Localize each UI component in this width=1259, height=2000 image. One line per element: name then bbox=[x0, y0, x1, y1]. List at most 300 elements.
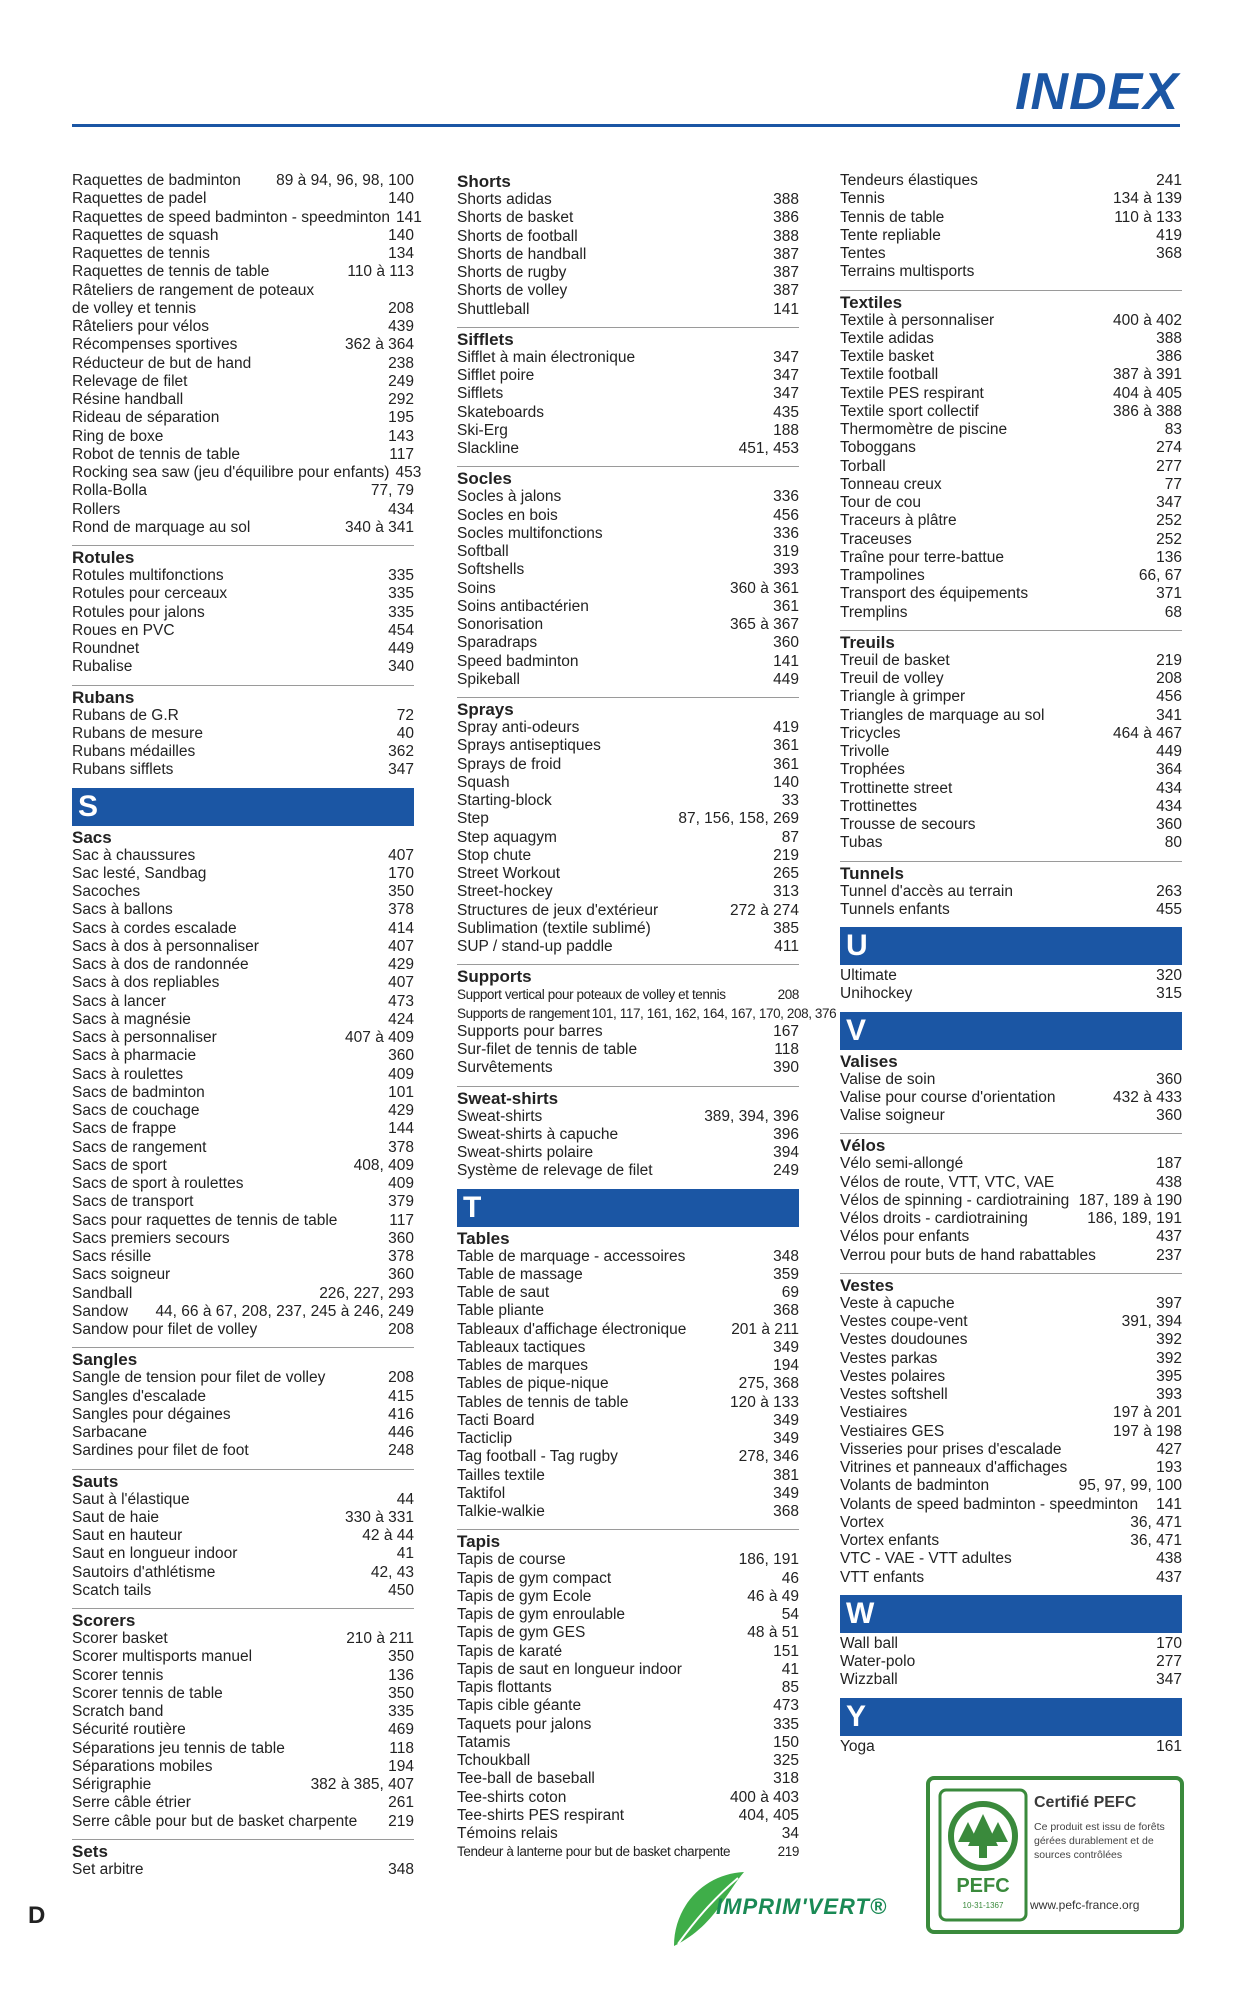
index-entry-label: Tapis flottants bbox=[457, 1679, 552, 1696]
index-category-heading: Shorts bbox=[457, 172, 511, 191]
index-entry-page: 365 à 367 bbox=[730, 616, 799, 633]
index-entry bbox=[840, 604, 1182, 622]
index-entry-page: 188 bbox=[773, 421, 799, 439]
index-entry bbox=[72, 391, 414, 409]
index-entry-label: Raquettes de tennis bbox=[72, 245, 210, 262]
index-entry-page: 347 bbox=[773, 348, 799, 366]
index-entry-page: 41 bbox=[396, 1545, 414, 1563]
index-entry bbox=[457, 1679, 799, 1697]
index-entry-page: 391, 394 bbox=[1121, 1313, 1182, 1330]
index-entry-page: 150 bbox=[773, 1733, 799, 1751]
index-entry-label: Séparations jeu tennis de table bbox=[72, 1739, 285, 1757]
index-entry-label: Tchoukball bbox=[457, 1752, 531, 1769]
index-entry-page: 349 bbox=[773, 1338, 799, 1356]
index-entry-label: Scratch band bbox=[72, 1703, 164, 1720]
index-entry-label: Vélos de spinning - cardiotraining bbox=[840, 1191, 1070, 1209]
index-entry-page: 237 bbox=[1156, 1246, 1182, 1264]
index-entry-label: Tendeurs élastiques bbox=[840, 172, 978, 189]
index-entry-label: Textile basket bbox=[840, 348, 934, 365]
index-entry-label: Volants de speed badminton - speedminton bbox=[840, 1495, 1139, 1513]
pefc-tree-icon bbox=[938, 1788, 1028, 1922]
index-entry bbox=[840, 1155, 1182, 1173]
index-entry bbox=[72, 1564, 414, 1582]
index-entry-label: Table de saut bbox=[457, 1284, 550, 1301]
index-entry bbox=[457, 1624, 799, 1642]
index-entry-page: 411 bbox=[774, 938, 799, 955]
index-entry-page: 379 bbox=[388, 1193, 414, 1211]
index-entry bbox=[840, 707, 1182, 725]
pefc-description: Ce produit est issu de forêts gérées durablement et de sources contrôlées bbox=[1034, 1821, 1165, 1861]
index-entry-page: 118 bbox=[774, 1041, 799, 1058]
index-entry-page: 265 bbox=[773, 865, 799, 882]
index-entry-page: 315 bbox=[1156, 985, 1182, 1003]
index-entry-page: 186, 191 bbox=[738, 1551, 799, 1569]
index-entry-label: Wizzball bbox=[840, 1671, 898, 1689]
index-entry-label: Râteliers pour vélos bbox=[72, 318, 209, 335]
index-category-heading: Sangles bbox=[72, 1347, 414, 1369]
index-entry-page: 208 bbox=[777, 987, 799, 1003]
index-entry-page: 325 bbox=[773, 1752, 799, 1769]
index-entry bbox=[840, 1331, 1182, 1349]
index-entry-label: Sacs de frappe bbox=[72, 1120, 177, 1138]
index-entry-page: 238 bbox=[388, 354, 414, 372]
index-entry-label: Sangles pour dégaines bbox=[72, 1405, 231, 1423]
index-entry-label: Sacs premiers secours bbox=[72, 1229, 230, 1247]
index-category-heading: Sprays bbox=[457, 697, 799, 719]
index-entry bbox=[72, 1266, 414, 1284]
index-entry bbox=[457, 1503, 799, 1521]
index-entry-label: Speed badminton bbox=[457, 652, 579, 670]
index-entry-label: Vortex enfants bbox=[840, 1532, 940, 1549]
index-entry bbox=[840, 1550, 1182, 1568]
index-entry-page: 210 à 211 bbox=[346, 1630, 414, 1647]
index-entry-label: Table pliante bbox=[457, 1302, 545, 1320]
index-entry-page: 393 bbox=[773, 561, 799, 579]
index-category-heading: Socles bbox=[457, 466, 799, 488]
index-column-3 bbox=[840, 172, 1182, 1756]
index-entry-page: 434 bbox=[1156, 797, 1182, 815]
index-entry bbox=[72, 567, 414, 585]
index-entry-page: 386 bbox=[773, 209, 799, 227]
index-entry bbox=[840, 403, 1182, 421]
index-entry bbox=[840, 1496, 1182, 1514]
index-entry-label: Valise pour course d'orientation bbox=[840, 1088, 1056, 1106]
index-entry bbox=[840, 1089, 1182, 1107]
index-entry-label: Sacs à lancer bbox=[72, 992, 166, 1010]
index-entry-label: Sacs à pharmacie bbox=[72, 1047, 197, 1065]
index-entry-page: 141 bbox=[1156, 1495, 1182, 1513]
index-entry-label: Soins bbox=[457, 579, 496, 597]
index-entry-page: 117 bbox=[389, 445, 414, 463]
index-entry bbox=[457, 653, 799, 671]
index-entry bbox=[457, 756, 799, 774]
index-entry-label: Support vertical pour poteaux de volley et tennis bbox=[457, 987, 726, 1003]
index-entry-page: 40 bbox=[396, 724, 414, 742]
index-entry-label: Torball bbox=[840, 457, 886, 475]
index-entry bbox=[72, 1527, 414, 1545]
index-entry-page: 161 bbox=[1156, 1737, 1182, 1755]
index-entry-page: 364 bbox=[1156, 761, 1182, 779]
index-entry-label: Tableaux tactiques bbox=[457, 1338, 586, 1356]
index-entry bbox=[457, 228, 799, 246]
index-entry-page: 194 bbox=[773, 1357, 799, 1374]
index-entry-page: 319 bbox=[773, 543, 799, 560]
index-entry-page: 335 bbox=[388, 567, 414, 584]
index-entry-label: Tremplins bbox=[840, 603, 908, 621]
index-entry bbox=[840, 985, 1182, 1003]
index-entry bbox=[457, 404, 799, 422]
index-entry-label: Socles multifonctions bbox=[457, 524, 603, 542]
index-entry-page: 437 bbox=[1156, 1568, 1182, 1586]
index-entry-page: 167 bbox=[773, 1022, 799, 1040]
index-entry-label: Water-polo bbox=[840, 1653, 916, 1670]
index-entry-label: Sublimation (textile sublimé) bbox=[457, 919, 651, 937]
index-entry-label: Sacs à dos à personnaliser bbox=[72, 937, 259, 955]
index-entry bbox=[72, 1285, 414, 1303]
index-entry-label: Sweat-shirts bbox=[457, 1107, 543, 1125]
index-entry bbox=[72, 1740, 414, 1758]
index-entry bbox=[840, 652, 1182, 670]
index-entry bbox=[840, 227, 1182, 245]
index-entry-page: 350 bbox=[388, 1684, 414, 1702]
index-entry bbox=[72, 1509, 414, 1527]
index-entry-label: Tapis de course bbox=[457, 1551, 566, 1569]
index-entry-page: 44, 66 à 67, 208, 237, 245 à 246, 249 bbox=[155, 1302, 414, 1320]
index-entry-page: 390 bbox=[773, 1059, 799, 1077]
index-category-heading: Rubans bbox=[72, 685, 414, 707]
index-entry-label: Sacs à dos de randonnée bbox=[72, 956, 249, 973]
index-entry-label: Textile sport collectif bbox=[840, 402, 979, 420]
index-entry bbox=[72, 1406, 414, 1424]
index-entry-page: 272 à 274 bbox=[730, 901, 799, 919]
index-entry-label: Treuil de volley bbox=[840, 670, 944, 687]
index-entry-label: de volley et tennis bbox=[72, 299, 197, 317]
index-entry bbox=[72, 847, 414, 865]
index-entry-page: 396 bbox=[773, 1125, 799, 1143]
index-entry-page: 219 bbox=[1156, 651, 1182, 669]
index-entry-label: Sweat-shirts à capuche bbox=[457, 1125, 619, 1143]
index-entry-label: Tapis de gym enroulable bbox=[457, 1606, 626, 1623]
index-entry bbox=[72, 1776, 414, 1794]
index-entry-page: 473 bbox=[773, 1697, 799, 1715]
index-entry-page: 464 à 467 bbox=[1113, 724, 1182, 742]
index-entry-label: Sacs à roulettes bbox=[72, 1065, 184, 1083]
index-entry bbox=[840, 834, 1182, 852]
index-entry bbox=[840, 798, 1182, 816]
index-entry-label: Sac lesté, Sandbag bbox=[72, 864, 207, 882]
index-entry-label: Sacs de sport bbox=[72, 1156, 167, 1174]
index-entry-label: Visseries pour prises d'escalade bbox=[840, 1440, 1062, 1458]
index-entry-page: 450 bbox=[388, 1581, 414, 1599]
index-entry-label: Slackline bbox=[457, 440, 520, 457]
index-entry bbox=[72, 1248, 414, 1266]
index-entry-page: 101 bbox=[388, 1083, 414, 1101]
index-entry-page: 80 bbox=[1164, 834, 1182, 852]
letter-section-header: V bbox=[840, 1012, 1182, 1050]
index-entry bbox=[72, 1029, 414, 1047]
index-entry-label: Soins antibactérien bbox=[457, 597, 589, 615]
index-entry bbox=[840, 743, 1182, 761]
index-entry-page: 362 à 364 bbox=[345, 336, 414, 354]
index-entry-page: 36, 471 bbox=[1130, 1513, 1182, 1531]
index-entry bbox=[840, 439, 1182, 457]
index-entry bbox=[840, 1459, 1182, 1477]
index-entry-label: Trousse de secours bbox=[840, 816, 976, 833]
index-entry bbox=[457, 1643, 799, 1661]
index-entry bbox=[457, 1357, 799, 1375]
index-entry-page: 408, 409 bbox=[353, 1156, 414, 1174]
index-entry-page: 388 bbox=[773, 227, 799, 245]
index-entry bbox=[457, 1248, 799, 1266]
index-entry-page: 397 bbox=[1156, 1294, 1182, 1312]
index-entry bbox=[840, 348, 1182, 366]
index-entry bbox=[840, 1313, 1182, 1331]
index-entry-page: 195 bbox=[388, 409, 414, 427]
index-entry-page: 85 bbox=[781, 1679, 799, 1696]
index-entry bbox=[72, 1388, 414, 1406]
index-entry-page: 362 bbox=[388, 743, 414, 760]
index-entry-label: Trottinette street bbox=[840, 779, 953, 797]
index-entry-label: Serre câble étrier bbox=[72, 1794, 191, 1812]
index-entry-label: Vélos de route, VTT, VTC, VAE bbox=[840, 1173, 1055, 1191]
index-entry-label: Sacs pour raquettes de tennis de table bbox=[72, 1211, 338, 1229]
index-entry-label: Tables de pique-nique bbox=[457, 1375, 609, 1393]
index-entry-page: 33 bbox=[781, 792, 799, 809]
index-entry bbox=[840, 1107, 1182, 1125]
index-entry-page: 386 à 388 bbox=[1113, 402, 1182, 420]
index-entry-page: 437 bbox=[1156, 1228, 1182, 1246]
index-entry-page: 140 bbox=[388, 190, 414, 208]
index-entry bbox=[72, 1212, 414, 1230]
index-entry bbox=[72, 336, 414, 354]
index-entry bbox=[457, 209, 799, 227]
index-entry bbox=[457, 1284, 799, 1302]
index-entry bbox=[72, 263, 414, 281]
index-category-heading: Vélos bbox=[840, 1133, 1182, 1155]
index-entry-page: 252 bbox=[1156, 512, 1182, 530]
index-entry-page: 72 bbox=[396, 706, 414, 724]
index-entry-label: Tacticlip bbox=[457, 1430, 513, 1447]
index-entry bbox=[72, 1442, 414, 1460]
index-entry-label: Skateboards bbox=[457, 403, 545, 421]
index-entry bbox=[840, 190, 1182, 208]
index-entry-label: Vestes doudounes bbox=[840, 1331, 968, 1349]
index-entry-page: 400 à 403 bbox=[730, 1788, 799, 1806]
index-entry-page: 438 bbox=[1156, 1173, 1182, 1191]
index-entry bbox=[72, 1303, 414, 1321]
index-entry-label: Rubans de mesure bbox=[72, 724, 203, 742]
index-entry-label: Shorts adidas bbox=[457, 191, 552, 208]
index-entry-page: 151 bbox=[773, 1642, 799, 1660]
index-entry-label: Serre câble pour but de basket charpente bbox=[72, 1812, 358, 1830]
pefc-certification-box bbox=[926, 1776, 1184, 1934]
index-entry-label: Scorer basket bbox=[72, 1630, 168, 1647]
index-entry bbox=[840, 1635, 1182, 1653]
index-entry-label: Rocking sea saw (jeu d'équilibre pour enfants) bbox=[72, 464, 390, 481]
index-entry bbox=[840, 549, 1182, 567]
index-entry-page: 89 à 94, 96, 98, 100 bbox=[276, 172, 414, 189]
index-entry-label: Taquets pour jalons bbox=[457, 1715, 592, 1733]
index-entry bbox=[457, 1041, 799, 1059]
index-entry-label: Rideau de séparation bbox=[72, 409, 220, 427]
index-entry bbox=[457, 1302, 799, 1320]
index-entry-page: 389, 394, 396 bbox=[704, 1107, 799, 1125]
index-entry-page: 388 bbox=[1156, 329, 1182, 347]
index-entry-page: 387 bbox=[773, 245, 799, 263]
index-entry bbox=[72, 227, 414, 245]
index-column-1 bbox=[72, 172, 422, 1879]
index-entry-page: 439 bbox=[388, 318, 414, 335]
index-entry-page: 46 bbox=[781, 1569, 799, 1587]
index-category-heading: Supports bbox=[457, 964, 799, 986]
index-entry bbox=[72, 1861, 414, 1879]
index-entry-page: 400 à 402 bbox=[1113, 311, 1182, 329]
index-entry-label: Raquettes de badminton bbox=[72, 172, 241, 189]
index-entry bbox=[72, 355, 414, 373]
index-entry bbox=[457, 938, 799, 956]
index-entry bbox=[457, 385, 799, 403]
index-entry-label: Rond de marquage au sol bbox=[72, 518, 251, 536]
index-entry-page: 451, 453 bbox=[738, 440, 799, 457]
index-entry-label: Sprays de froid bbox=[457, 755, 562, 773]
index-entry-page: 136 bbox=[388, 1666, 414, 1684]
index-entry-page: 226, 227, 293 bbox=[319, 1284, 414, 1302]
index-entry-label: Vélo semi-allongé bbox=[840, 1155, 964, 1173]
index-entry-page: 320 bbox=[1156, 967, 1182, 984]
index-entry bbox=[840, 1350, 1182, 1368]
index-entry bbox=[72, 1175, 414, 1193]
index-entry-page: 83 bbox=[1164, 421, 1182, 438]
index-entry-page: 347 bbox=[388, 761, 414, 779]
letter-section-header: Y bbox=[840, 1698, 1182, 1736]
index-entry bbox=[457, 1570, 799, 1588]
index-entry-label: Veste à capuche bbox=[840, 1294, 955, 1312]
index-entry-label: Spikeball bbox=[457, 670, 520, 688]
index-entry-page: 368 bbox=[773, 1302, 799, 1320]
index-entry-page: 368 bbox=[773, 1503, 799, 1520]
index-category-heading: Tunnels bbox=[840, 861, 1182, 883]
index-entry bbox=[72, 501, 414, 519]
index-entry-label: Trivolle bbox=[840, 743, 890, 760]
index-entry-page: 335 bbox=[773, 1715, 799, 1733]
index-entry bbox=[72, 172, 414, 190]
index-entry-page: 392 bbox=[1156, 1349, 1182, 1367]
index-entry bbox=[457, 1807, 799, 1825]
index-entry bbox=[840, 1228, 1182, 1246]
index-entry-label: Rubans sifflets bbox=[72, 761, 174, 779]
index-entry bbox=[72, 300, 414, 318]
index-entry-page: 456 bbox=[773, 506, 799, 524]
index-entry bbox=[840, 531, 1182, 549]
index-entry bbox=[72, 1813, 414, 1831]
index-entry-page: 141 bbox=[773, 300, 799, 318]
index-entry-label: Sifflets bbox=[457, 385, 504, 403]
index-entry-label: Sandball bbox=[72, 1284, 133, 1302]
index-category-heading: Rotules bbox=[72, 545, 414, 567]
index-entry bbox=[72, 318, 414, 336]
index-entry-label: Softball bbox=[457, 543, 509, 560]
index-entry-label: Terrains multisports bbox=[840, 263, 975, 281]
index-entry-page: 77 bbox=[1164, 475, 1182, 493]
index-entry-page: 449 bbox=[1156, 743, 1182, 760]
index-entry-label: Râteliers de rangement de poteaux bbox=[72, 281, 315, 299]
index-category-heading: Tables bbox=[457, 1228, 510, 1248]
index-entry-page: 275, 368 bbox=[738, 1375, 799, 1393]
index-entry-label: Sac à chaussures bbox=[72, 846, 196, 864]
index-entry-label: Rubalise bbox=[72, 658, 133, 676]
index-entry bbox=[72, 1139, 414, 1157]
index-entry-label: Sparadraps bbox=[457, 634, 538, 652]
index-entry bbox=[72, 1120, 414, 1138]
index-entry-label: Tapis de karaté bbox=[457, 1642, 563, 1660]
index-entry bbox=[72, 1047, 414, 1065]
index-entry-label: Séparations mobiles bbox=[72, 1757, 213, 1775]
index-entry bbox=[457, 598, 799, 616]
index-entry-label: Rotules pour cerceaux bbox=[72, 585, 228, 603]
index-entry-page: 48 à 51 bbox=[747, 1624, 799, 1642]
index-entry-page: 404, 405 bbox=[738, 1806, 799, 1824]
index-entry bbox=[72, 1685, 414, 1703]
index-entry-label: Résine handball bbox=[72, 391, 184, 408]
letter-section-header: T bbox=[457, 1189, 799, 1227]
index-entry bbox=[457, 367, 799, 385]
index-entry-label: Vortex bbox=[840, 1513, 884, 1531]
index-entry-label: Traceuses bbox=[840, 530, 912, 548]
index-entry-label: Tennis bbox=[840, 190, 885, 208]
index-entry-page: 120 à 133 bbox=[730, 1393, 799, 1411]
index-column-2 bbox=[457, 172, 837, 1862]
index-entry-label: Trophées bbox=[840, 761, 905, 779]
index-entry bbox=[840, 1192, 1182, 1210]
index-entry bbox=[72, 1011, 414, 1029]
index-entry-page: 414 bbox=[388, 919, 414, 937]
index-entry bbox=[72, 245, 414, 263]
index-entry-page: 387 bbox=[773, 282, 799, 300]
index-entry bbox=[72, 1230, 414, 1248]
index-entry-label: Vestes parkas bbox=[840, 1349, 938, 1367]
index-entry-label: Vestes polaires bbox=[840, 1367, 946, 1385]
index-category-heading: Sacs bbox=[72, 827, 112, 847]
index-entry-page: 378 bbox=[388, 1138, 414, 1156]
index-entry bbox=[840, 209, 1182, 227]
index-entry-page: 446 bbox=[388, 1424, 414, 1441]
index-entry-page: 360 bbox=[388, 1266, 414, 1284]
index-entry-label: Tapis de gym compact bbox=[457, 1569, 612, 1587]
index-entry-label: Réducteur de but de hand bbox=[72, 354, 252, 372]
index-entry bbox=[457, 1108, 799, 1126]
index-entry bbox=[457, 440, 799, 458]
index-entry-page: 347 bbox=[773, 385, 799, 403]
index-entry-page: 349 bbox=[773, 1430, 799, 1447]
index-entry-page: 387 à 391 bbox=[1113, 366, 1182, 384]
index-entry-page: 249 bbox=[773, 1162, 799, 1180]
index-entry bbox=[840, 816, 1182, 834]
index-entry-label: Textile à personnaliser bbox=[840, 311, 995, 329]
index-entry-label: Sur-filet de tennis de table bbox=[457, 1041, 638, 1058]
index-entry bbox=[840, 1441, 1182, 1459]
index-entry bbox=[72, 865, 414, 883]
index-entry-page: 36, 471 bbox=[1130, 1532, 1182, 1549]
index-entry-page: 429 bbox=[388, 1102, 414, 1119]
index-entry-label: Sonorisation bbox=[457, 616, 544, 633]
index-entry-page: 347 bbox=[773, 367, 799, 384]
index-entry bbox=[457, 1734, 799, 1752]
index-entry-page: 454 bbox=[388, 621, 414, 639]
index-entry-label: Sacs à magnésie bbox=[72, 1010, 191, 1028]
index-entry-page: 318 bbox=[773, 1770, 799, 1788]
index-entry-label: Scorer tennis de table bbox=[72, 1684, 223, 1702]
index-entry bbox=[72, 938, 414, 956]
